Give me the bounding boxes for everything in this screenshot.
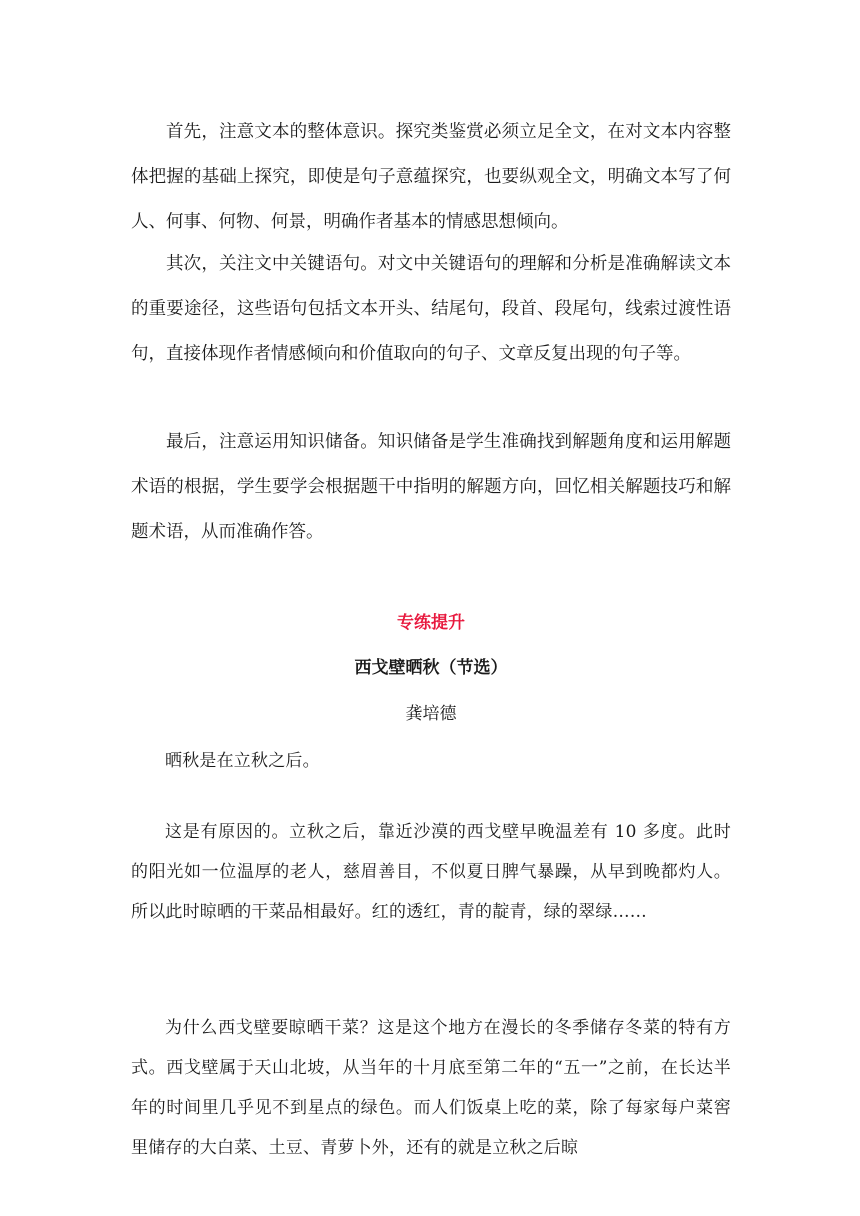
- guide-paragraph-2: 其次，关注文中关键语句。对文中关键语句的理解和分析是准确解读文本的重要途径，这些语句包括文本开头、结尾句，段首、段尾句，线索过渡性语句，直接体现作者情感倾向和价值取向的句子、文章反复出现的句子等。: [131, 254, 731, 364]
- guide-paragraph-1: 首先，注意文本的整体意识。探究类鉴赏必须立足全文，在对文本内容整体把握的基础上探究，即使是句子意蕴探究，也要纵观全文，明确文本写了何人、何事、何物、何景，明确作者基本的情感思想倾向。: [131, 122, 731, 232]
- article-paragraph-3: 为什么西戈壁要晾晒干菜？这是这个地方在漫长的冬季储存冬菜的特有方式。西戈壁属于天山北坡，从当年的十月底至第二年的“五一”之前，在长达半年的时间里几乎见不到星点的绿色。而人们饭桌上吃的菜，除了每家每户菜窖里储存的大白菜、土豆、青萝卜外，还有的就是立秋之后晾: [131, 1018, 731, 1158]
- article-paragraph-1: 晒秋是在立秋之后。: [165, 751, 320, 771]
- article-paragraph-2: 这是有原因的。立秋之后，靠近沙漠的西戈壁早晚温差有 10 多度。此时的阳光如一位温厚的老人，慈眉善目，不似夏日脾气暴躁，从早到晚都灼人。所以此时晾晒的干菜品相最好。红的透红，青的靛青，绿的翠绿……: [131, 822, 731, 922]
- article-title: 西戈壁晒秋（节选）: [354, 658, 508, 678]
- guide-paragraph-3: 最后，注意运用知识储备。知识储备是学生准确找到解题角度和运用解题术语的根据，学生要学会根据题干中指明的解题方向，回忆相关解题技巧和解题术语，从而准确作答。: [131, 432, 731, 542]
- section-title: 专练提升: [397, 613, 465, 633]
- article-author: 龚培德: [405, 704, 457, 724]
